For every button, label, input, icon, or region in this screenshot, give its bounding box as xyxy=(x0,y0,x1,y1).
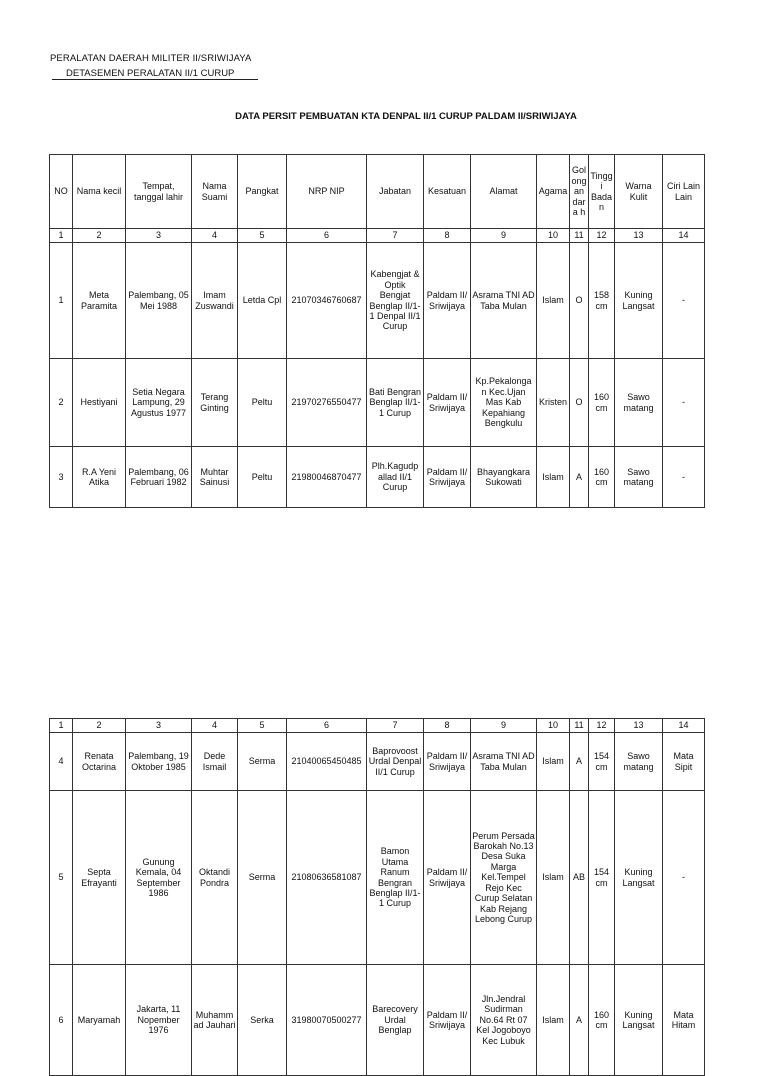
table-cell: 3 xyxy=(126,719,192,733)
table-cell: Setia Negara Lampung, 29 Agustus 1977 xyxy=(126,359,192,447)
table-cell: Kabengjat & Optik Bengjat Benglap II/1-1 Denpal II/1 Curup xyxy=(367,243,424,359)
table-cell: O xyxy=(570,243,589,359)
table-cell: Hestiyani xyxy=(73,359,126,447)
table-cell: 2 xyxy=(73,719,126,733)
table-cell: AB xyxy=(570,791,589,965)
table-cell: Serka xyxy=(238,965,287,1076)
table-cell: 11 xyxy=(570,719,589,733)
table-cell: 13 xyxy=(615,229,663,243)
table-cell: Letda Cpl xyxy=(238,243,287,359)
table-cell: 3 xyxy=(50,447,73,508)
table-cell: Kp.Pekalonga n Kec.Ujan Mas Kab Kepahiang Bengkulu xyxy=(471,359,537,447)
table-cell: Kesatuan xyxy=(424,155,471,229)
table-cell: Agama xyxy=(537,155,570,229)
table-cell: 11 xyxy=(570,229,589,243)
table-cell: Paldam II/ Sriwijaya xyxy=(424,733,471,791)
table-cell: 6 xyxy=(287,719,367,733)
table-cell: Kuning Langsat xyxy=(615,965,663,1076)
table-cell: 4 xyxy=(50,733,73,791)
table-cell: Ciri Lain Lain xyxy=(663,155,705,229)
table-cell: 31980070500277 xyxy=(287,965,367,1076)
table-cell: Islam xyxy=(537,965,570,1076)
table-cell: 9 xyxy=(471,719,537,733)
table-cell: Islam xyxy=(537,733,570,791)
table-cell: 1 xyxy=(50,719,73,733)
table-cell: 6 xyxy=(287,229,367,243)
table-cell: Islam xyxy=(537,447,570,508)
table-cell: 3 xyxy=(126,229,192,243)
table-cell: 160 cm xyxy=(589,965,615,1076)
table-row xyxy=(50,359,705,447)
table-header-row xyxy=(50,155,705,229)
table-cell: Paldam II/ Sriwijaya xyxy=(424,965,471,1076)
table-cell: Bati Bengran Benglap II/1-1 Curup xyxy=(367,359,424,447)
table-cell: Islam xyxy=(537,243,570,359)
table-cell: Paldam II/ Sriwijaya xyxy=(424,447,471,508)
table-cell: Asrama TNI AD Taba Mulan xyxy=(471,243,537,359)
table-cell: 160 cm xyxy=(589,359,615,447)
table-cell: Asrama TNI AD Taba Mulan xyxy=(471,733,537,791)
column-number-row xyxy=(50,719,705,733)
table-cell: Sawo matang xyxy=(615,447,663,508)
table-cell: A xyxy=(570,733,589,791)
table-cell: 160 cm xyxy=(589,447,615,508)
table-cell: Plh.Kagudp allad II/1 Curup xyxy=(367,447,424,508)
table-cell: 8 xyxy=(424,719,471,733)
table-cell: - xyxy=(663,359,705,447)
table-cell: Serma xyxy=(238,733,287,791)
table-row xyxy=(50,791,705,965)
table-cell: 5 xyxy=(50,791,73,965)
table-cell: Nama Suami xyxy=(192,155,238,229)
header-line-1: PERALATAN DAERAH MILITER II/SRIWIJAYA xyxy=(50,53,252,64)
table-cell: 154 cm xyxy=(589,791,615,965)
table-cell: - xyxy=(663,791,705,965)
table-cell: 7 xyxy=(367,229,424,243)
table-cell: 14 xyxy=(663,719,705,733)
table-cell: Nama kecil xyxy=(73,155,126,229)
table-cell: 2 xyxy=(73,229,126,243)
table-cell: Palembang, 06 Februari 1982 xyxy=(126,447,192,508)
data-table-1 xyxy=(49,154,705,508)
table-cell: Gol ong an dara h xyxy=(570,155,589,229)
table-cell: 5 xyxy=(238,719,287,733)
table-cell: 5 xyxy=(238,229,287,243)
table-cell: Septa Efrayanti xyxy=(73,791,126,965)
table-cell: Palembang, 19 Oktober 1985 xyxy=(126,733,192,791)
table-cell: NRP NIP xyxy=(287,155,367,229)
table-cell: Jln.Jendral Sudirman No.64 Rt 07 Kel Jogoboyo Kec Lubuk xyxy=(471,965,537,1076)
table-row xyxy=(50,965,705,1076)
table-cell: Dede Ismail xyxy=(192,733,238,791)
table-cell: Alamat xyxy=(471,155,537,229)
table-cell: O xyxy=(570,359,589,447)
table-row xyxy=(50,243,705,359)
table-cell: Terang Ginting xyxy=(192,359,238,447)
table-cell: Warna Kulit xyxy=(615,155,663,229)
table-cell: Bamon Utama Ranum Bengran Benglap II/1-1 Curup xyxy=(367,791,424,965)
table-cell: 8 xyxy=(424,229,471,243)
table-cell: 10 xyxy=(537,719,570,733)
table-cell: Mata Sipit xyxy=(663,733,705,791)
table-cell: Tingg i Bada n xyxy=(589,155,615,229)
table-row xyxy=(50,733,705,791)
table-cell: Perum Persada Barokah No.13 Desa Suka Marga Kel.Tempel Rejo Kec Curup Selatan Kab Rejang Lebong Curup xyxy=(471,791,537,965)
table-cell: 10 xyxy=(537,229,570,243)
table-cell: 154 cm xyxy=(589,733,615,791)
table-cell: Barecovery Urdal Benglap xyxy=(367,965,424,1076)
table-cell: Pangkat xyxy=(238,155,287,229)
table-cell: Peltu xyxy=(238,359,287,447)
table-cell: Bhayangkara Sukowati xyxy=(471,447,537,508)
table-cell: - xyxy=(663,243,705,359)
header-underline xyxy=(52,79,258,80)
table-cell: 6 xyxy=(50,965,73,1076)
table-cell: Maryamah xyxy=(73,965,126,1076)
table-cell: 21970276550477 xyxy=(287,359,367,447)
table-cell: 14 xyxy=(663,229,705,243)
table-cell: Muhamm ad Jauhari xyxy=(192,965,238,1076)
table-cell: Paldam II/ Sriwijaya xyxy=(424,791,471,965)
table-cell: Muhtar Sainusi xyxy=(192,447,238,508)
table-cell: Kuning Langsat xyxy=(615,791,663,965)
table-cell: Imam Zuswandi xyxy=(192,243,238,359)
table-cell: 1 xyxy=(50,229,73,243)
table-cell: 21080636581087 xyxy=(287,791,367,965)
table-cell: 21980046870477 xyxy=(287,447,367,508)
table-cell: Mata Hitam xyxy=(663,965,705,1076)
table-cell: 1 xyxy=(50,243,73,359)
table-cell: Serma xyxy=(238,791,287,965)
table-cell: Sawo matang xyxy=(615,359,663,447)
data-table-2 xyxy=(49,718,705,1076)
table-cell: Renata Octarina xyxy=(73,733,126,791)
table-cell: NO xyxy=(50,155,73,229)
document-title: DATA PERSIT PEMBUATAN KTA DENPAL II/1 CURUP PALDAM II/SRIWIJAYA xyxy=(235,111,577,122)
table-cell: - xyxy=(663,447,705,508)
table-cell: Baprovoost Urdal Denpal II/1 Curup xyxy=(367,733,424,791)
table-cell: Palembang, 05 Mei 1988 xyxy=(126,243,192,359)
table-cell: Paldam II/ Sriwijaya xyxy=(424,359,471,447)
table-row xyxy=(50,447,705,508)
table-cell: 9 xyxy=(471,229,537,243)
table-cell: A xyxy=(570,447,589,508)
table-cell: 4 xyxy=(192,229,238,243)
table-cell: Jabatan xyxy=(367,155,424,229)
table-cell: Meta Paramita xyxy=(73,243,126,359)
table-cell: Paldam II/ Sriwijaya xyxy=(424,243,471,359)
table-cell: 21070346760687 xyxy=(287,243,367,359)
table-cell: A xyxy=(570,965,589,1076)
table-cell: R.A Yeni Atika xyxy=(73,447,126,508)
header-line-2: DETASEMEN PERALATAN II/1 CURUP xyxy=(66,68,235,79)
table-cell: 158 cm xyxy=(589,243,615,359)
table-cell: Kuning Langsat xyxy=(615,243,663,359)
table-cell: 13 xyxy=(615,719,663,733)
table-cell: Oktandi Pondra xyxy=(192,791,238,965)
table-cell: 12 xyxy=(589,229,615,243)
table-cell: 21040065450485 xyxy=(287,733,367,791)
column-number-row xyxy=(50,229,705,243)
table-cell: Sawo matang xyxy=(615,733,663,791)
table-cell: Tempat, tanggal lahir xyxy=(126,155,192,229)
table-cell: Kristen xyxy=(537,359,570,447)
table-cell: 4 xyxy=(192,719,238,733)
table-cell: 12 xyxy=(589,719,615,733)
table-cell: 2 xyxy=(50,359,73,447)
table-cell: 7 xyxy=(367,719,424,733)
table-cell: Peltu xyxy=(238,447,287,508)
table-cell: Islam xyxy=(537,791,570,965)
table-cell: Jakarta, 11 Nopember 1976 xyxy=(126,965,192,1076)
table-cell: Gunung Kemala, 04 September 1986 xyxy=(126,791,192,965)
